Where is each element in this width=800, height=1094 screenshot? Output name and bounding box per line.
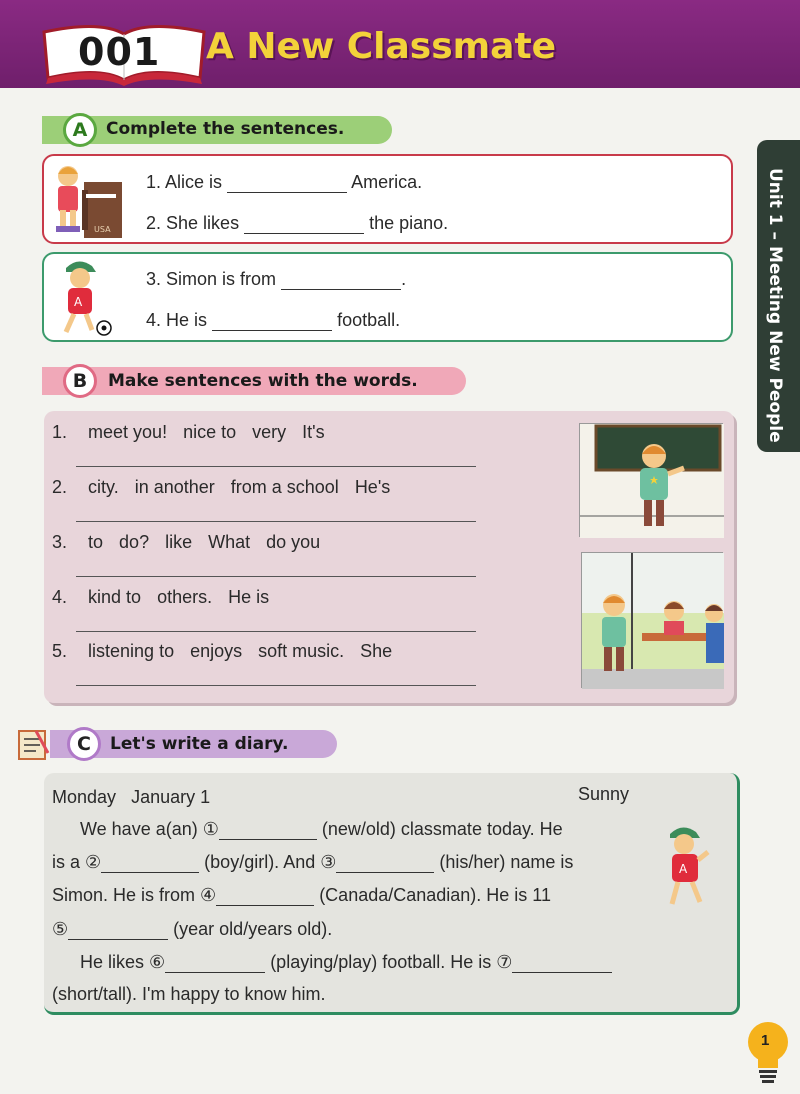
a-item-4: 4. He is football. [146,310,401,330]
boy-at-blackboard-illustration [580,424,724,538]
b-answer-line-3[interactable] [76,576,476,577]
diary-weather: Sunny [578,784,630,804]
section-c-letter: C [67,727,101,761]
diary-blank-5[interactable] [68,918,168,940]
b-answer-line-5[interactable] [76,685,476,686]
b-answer-line-4[interactable] [76,631,476,632]
diary-line-5: He likes ⑥ (playing/play) football. He is ⑦ [80,951,612,973]
diary-line-2: is a ② (boy/girl). And ③ (his/her) name is [52,852,574,872]
a-item-2: 2. She likes the piano. [146,213,449,233]
diary-date-line [52,787,210,808]
b-answer-line-2[interactable] [76,521,476,522]
lesson-number: 001 [78,30,161,74]
a-item-1: 1. Alice is America. [146,172,423,192]
a-item-1-blank[interactable] [227,171,347,193]
diary-line-6: (short/tall). I'm happy to know him. [52,984,326,1004]
diary-blank-6[interactable] [165,951,265,973]
b-item-5: 5. listening to enjoys soft music. She [52,641,393,661]
boy-football-illustration [56,258,114,340]
a-item-2-blank[interactable] [244,212,364,234]
section-a-title: Complete the sentences. [106,119,345,139]
svg-text:A: A [74,295,83,309]
b-item-2: 2. city. in another from a school He's [52,477,391,497]
diary-date: January 1 [131,787,211,807]
unit-tab-label: Unit 1 – Meeting New People [765,168,785,443]
section-b-title: Make sentences with the words. [108,371,418,391]
b-item-1: 1. meet you! nice to very It's [52,422,325,442]
diary-blank-1[interactable] [219,818,317,840]
diary-blank-3[interactable] [336,851,434,873]
b-item-4: 4. kind to others. He is [52,587,270,607]
section-a-letter: A [63,113,97,147]
diary-blank-7[interactable] [512,951,612,973]
classmates-illustration [582,553,724,689]
girl-piano-illustration [52,160,124,240]
section-b-letter: B [63,364,97,398]
b-item-3: 3. to do? like What do you [52,532,321,552]
usa-label: USA [94,225,111,234]
boy-waving-illustration [662,822,714,910]
a-item-3: 3. Simon is from . [146,269,407,289]
b-answer-line-1[interactable] [76,466,476,467]
diary-blank-2[interactable] [101,851,199,873]
diary-line-1: We have a(an) ① (new/old) classmate today. He [80,819,563,839]
classroom-picture-2 [581,552,723,688]
classroom-picture-1 [579,423,723,537]
section-c-title: Let's write a diary. [110,734,289,754]
a-item-4-blank[interactable] [212,309,332,331]
diary-notebook-icon [16,727,50,761]
diary-line-3: Simon. He is from ④ (Canada/Canadian). He is 11 [52,885,551,905]
page-title: A New Classmate [206,26,557,67]
a-item-3-blank[interactable] [281,268,401,290]
page-number: 1 [761,1032,770,1049]
svg-text:A: A [679,862,688,876]
diary-blank-4[interactable] [216,884,314,906]
diary-line-4: ⑤ (year old/years old). [52,919,333,939]
diary-day: Monday [52,787,117,807]
lightbulb-icon [745,1018,791,1086]
